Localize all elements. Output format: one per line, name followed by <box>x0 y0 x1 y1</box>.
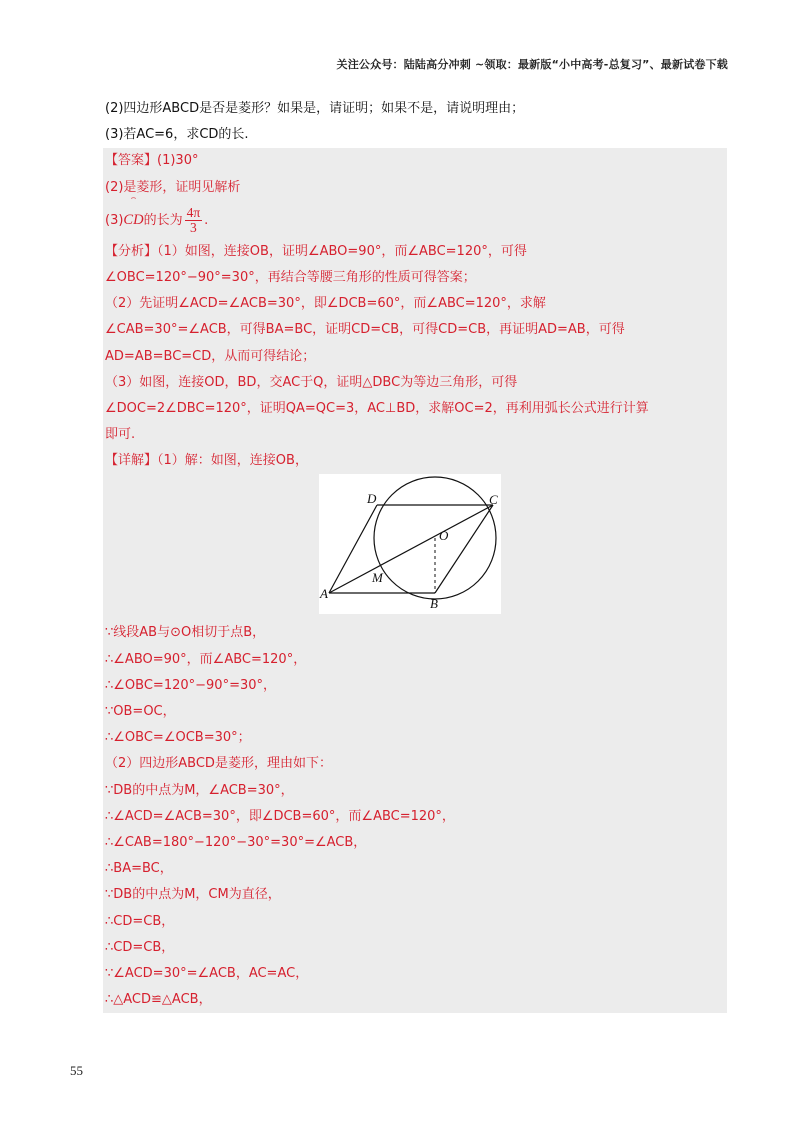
proof-line-11: ∵DB的中点为M，CM为直径， <box>105 887 281 903</box>
label-b: B <box>430 596 438 612</box>
answer-2: (2)是菱形，证明见解析 <box>105 179 241 195</box>
figure-container <box>103 474 727 620</box>
answer-tag: 【答案】 <box>105 153 158 169</box>
proof-line-15: ∴△ACD≌△ACB， <box>105 992 212 1008</box>
proof-line-10: ∴BA=BC， <box>105 861 173 877</box>
proof-line-12: ∴CD=CB， <box>105 913 175 929</box>
proof-line-14: ∵∠ACD=30°=∠ACB，AC=AC， <box>105 965 309 981</box>
detail-tag: 【详解】 <box>105 453 158 469</box>
label-a: A <box>320 586 328 602</box>
analysis-line-1 <box>103 239 727 265</box>
answer-line-1 <box>103 148 727 174</box>
page-number: 55 <box>70 1063 83 1078</box>
analysis-line-2: ∠OBC=120°−90°=30°，再结合等腰三角形的性质可得答案； <box>105 269 476 285</box>
analysis-line-7: ∠DOC=2∠DBC=120°，证明QA=QC=3，AC⊥BD，求解OC=2，再利用弧长公式进行计算 <box>105 400 649 416</box>
detail-text-1: （1）解：如图，连接OB， <box>157 453 308 469</box>
geometry-figure <box>319 474 501 614</box>
analysis-text-1: （1）如图，连接OB，证明∠ABO=90°，而∠ABC=120°，可得 <box>157 243 527 259</box>
proof-line-6: （2）四边形ABCD是菱形，理由如下： <box>105 756 332 772</box>
label-o: O <box>439 528 449 544</box>
answer-3-mid: 的长为 <box>143 212 183 228</box>
answer-3-end: . <box>204 212 209 228</box>
answer-3-prefix: (3) <box>105 212 124 228</box>
proof-line-8: ∴∠ACD=∠ACB=30°，即∠DCB=60°，而∠ABC=120°， <box>105 808 455 824</box>
proof-line-13: ∴CD=CB， <box>105 939 175 955</box>
proof-line-7: ∵DB的中点为M，∠ACB=30°， <box>105 782 294 798</box>
analysis-line-8: 即可. <box>105 427 136 443</box>
document-body <box>103 96 727 1013</box>
analysis-line-6: （3）如图，连接OD，BD，交AC于Q，证明△DBC为等边三角形，可得 <box>105 374 518 390</box>
answer-1: (1)30° <box>157 153 199 169</box>
analysis-tag: 【分析】 <box>105 243 158 259</box>
arc-cd: ⌢ CD <box>123 201 143 239</box>
detail-line-1 <box>103 448 727 474</box>
proof-line-9: ∴∠CAB=180°−120°−30°=30°=∠ACB， <box>105 834 367 850</box>
fraction-numerator: 4π <box>186 204 201 220</box>
fraction-denominator: 3 <box>190 219 197 235</box>
analysis-line-3: （2）先证明∠ACD=∠ACB=30°，即∠DCB=60°，而∠ABC=120°，求解 <box>105 296 546 312</box>
solution-panel <box>103 148 727 1013</box>
proof-line-3: ∴∠OBC=120°−90°=30°， <box>105 677 276 693</box>
label-d: D <box>367 491 377 507</box>
label-c: C <box>489 492 498 508</box>
fraction-4pi-over-3 <box>185 206 203 235</box>
question-2: (2)四边形ABCD是否是菱形？如果是，请证明；如果不是，请说明理由； <box>105 101 525 116</box>
analysis-line-4: ∠CAB=30°=∠ACB，可得BA=BC，证明CD=CB，可得CD=CB，再证明AD=AB，可得 <box>105 322 625 338</box>
label-m: M <box>372 570 383 586</box>
question-3: (3)若AC=6，求CD的长. <box>105 127 249 143</box>
answer-3 <box>103 201 727 239</box>
segment-bc <box>435 505 493 593</box>
proof-line-4: ∵OB=OC， <box>105 704 176 719</box>
page-header: 关注公众号：陆陆高分冲刺 ~领取：最新版“小中高考-总复习”、最新试卷下载 <box>336 58 728 71</box>
proof-line-2: ∴∠ABO=90°，而∠ABC=120°， <box>105 651 307 667</box>
analysis-line-5: AD=AB=BC=CD，从而可得结论； <box>105 348 316 364</box>
proof-line-1: ∵线段AB与⊙O相切于点B， <box>105 625 266 641</box>
proof-line-5: ∴∠OBC=∠OCB=30°； <box>105 730 251 746</box>
